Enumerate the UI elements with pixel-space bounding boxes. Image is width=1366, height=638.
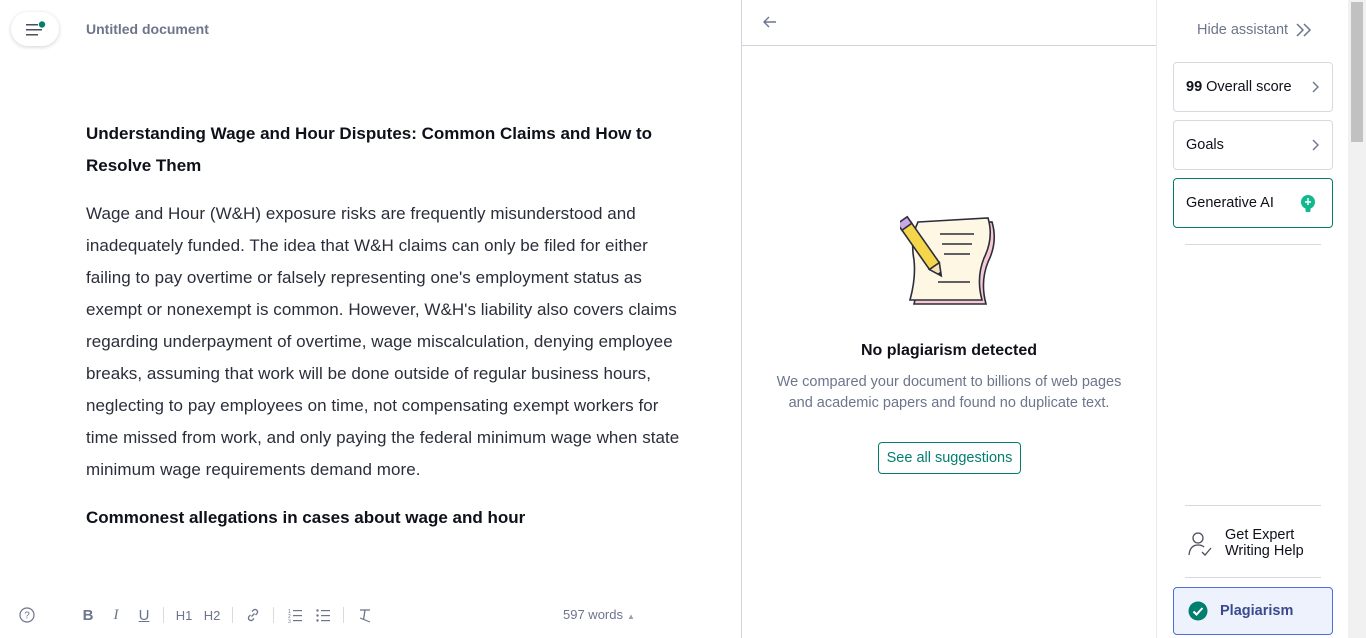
bullet-list-button[interactable] <box>314 604 332 626</box>
document-paragraph[interactable]: Wage and Hour (W&H) exposure risks are frequently misunderstood and inadequately funded. The idea that W&H claims can only be filed for either failing to pay overtime or falsely representing one's employment status as exempt or nonexempt is common. However, W&H's liability also covers claims regarding underpayment of overtime, wage miscalculation, denying employee breaks, assuming that work will be done outside of regular business hours, neglecting to pay employees on time, not compensating exempt workers for time missed from work, and only paying the federal minimum wage when state minimum wage requirements demand more. <box>86 204 680 479</box>
underline-button[interactable]: U <box>138 606 150 624</box>
check-circle-icon <box>1188 601 1208 621</box>
see-all-suggestions-button[interactable]: See all suggestions <box>878 442 1021 474</box>
clear-format-button[interactable] <box>356 604 374 626</box>
plagiarism-panel <box>742 0 1156 638</box>
numbered-list-icon <box>287 607 303 623</box>
hide-assistant-label: Hide assistant <box>1197 22 1289 38</box>
svg-text:2: 2 <box>288 614 291 620</box>
document-heading[interactable]: Understanding Wage and Hour Disputes: Common Claims and How to Resolve Them <box>86 124 653 175</box>
svg-text:3: 3 <box>288 619 291 623</box>
clear-format-icon <box>357 607 373 623</box>
expert-writing-help-button[interactable] <box>1187 526 1327 560</box>
svg-text:1: 1 <box>288 609 291 615</box>
lightbulb-icon <box>1298 194 1318 214</box>
panel-header <box>742 0 1156 46</box>
toolbar-divider <box>232 607 233 623</box>
help-button[interactable] <box>18 604 36 626</box>
generative-ai-card[interactable] <box>1173 178 1333 228</box>
notepad-pencil-illustration <box>900 212 1000 308</box>
overall-score-card[interactable] <box>1173 62 1333 112</box>
link-icon <box>245 607 261 623</box>
sidebar-divider-mid <box>1185 505 1321 506</box>
caret-up-icon: ▲ <box>626 612 635 621</box>
expert-help-line2: Writing Help <box>1225 543 1304 559</box>
arrow-left-icon <box>760 12 780 32</box>
help-icon <box>19 607 35 623</box>
scrollbar-thumb[interactable] <box>1351 2 1363 142</box>
back-button[interactable] <box>760 12 780 32</box>
overall-score-value: 99 <box>1186 79 1203 95</box>
overall-score-label: Overall score <box>1206 79 1292 95</box>
h1-button[interactable]: H1 <box>175 607 193 623</box>
chevron-right-icon <box>1310 138 1320 152</box>
menu-icon <box>24 21 46 37</box>
toolbar-divider <box>163 607 164 623</box>
expert-help-line1: Get Expert <box>1225 527 1295 543</box>
bold-button[interactable]: B <box>82 606 94 624</box>
svg-text:?: ? <box>24 610 30 622</box>
document-subheading[interactable]: Commonest allegations in cases about wage and hour <box>86 508 526 527</box>
plagiarism-tab[interactable] <box>1173 587 1333 635</box>
no-plagiarism-description: We compared your document to billions of web pages and academic papers and found no duplicate text. <box>776 374 1122 411</box>
sidebar-divider-bottom <box>1185 577 1321 578</box>
sidebar-divider-top <box>1185 244 1321 245</box>
no-plagiarism-title: No plagiarism detected <box>860 342 1038 359</box>
goals-label: Goals <box>1186 137 1224 153</box>
doc-title[interactable]: Untitled document <box>86 21 209 37</box>
italic-button[interactable]: I <box>113 606 119 623</box>
document-body[interactable] <box>86 118 686 534</box>
expert-person-icon <box>1187 529 1213 557</box>
word-count[interactable] <box>563 607 635 622</box>
goals-card[interactable] <box>1173 120 1333 170</box>
notepad-pencil-icon <box>900 212 1000 308</box>
link-button[interactable] <box>244 604 262 626</box>
generative-ai-label: Generative AI <box>1186 195 1274 211</box>
chevron-right-icon <box>1310 80 1320 94</box>
h2-button[interactable]: H2 <box>203 607 221 623</box>
bullet-list-icon <box>315 607 331 623</box>
word-count-label: 597 words <box>563 607 623 622</box>
toolbar-divider <box>343 607 344 623</box>
plagiarism-label: Plagiarism <box>1220 603 1294 619</box>
assistant-sidebar <box>1157 0 1348 638</box>
expert-help-label <box>1225 527 1304 559</box>
toolbar-divider <box>273 607 274 623</box>
format-toolbar <box>0 596 741 636</box>
hide-assistant-button[interactable] <box>1197 22 1314 38</box>
menu-button[interactable] <box>11 12 59 46</box>
numbered-list-button[interactable] <box>286 604 304 626</box>
double-chevron-right-icon <box>1294 22 1314 38</box>
